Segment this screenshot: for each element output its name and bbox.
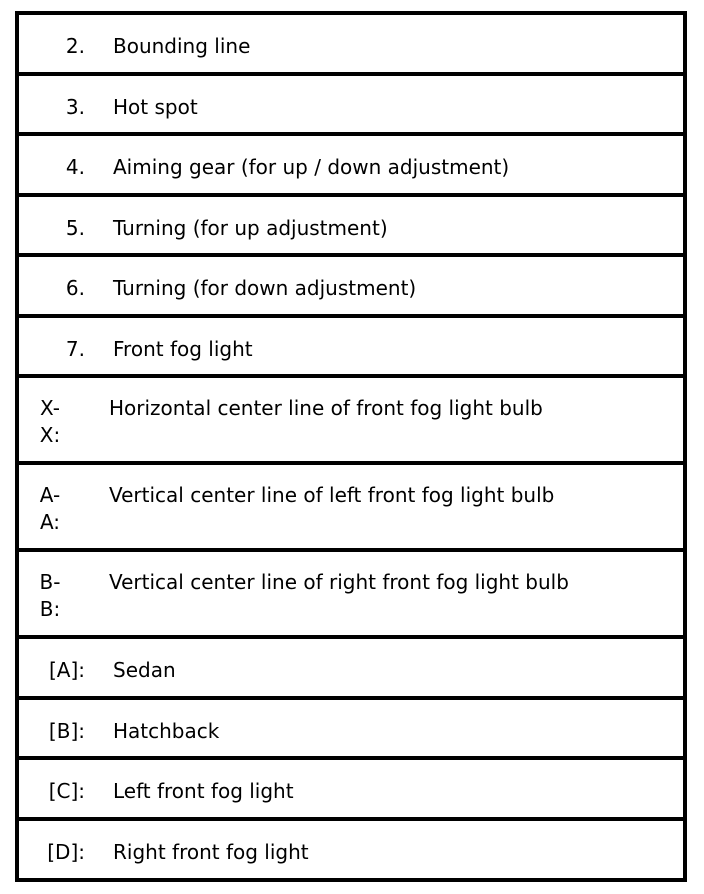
legend-description: Turning (for down adjustment) <box>113 276 417 300</box>
legend-description: Right front fog light <box>113 839 309 864</box>
legend-key: X- X: <box>39 396 61 447</box>
legend-row <box>19 318 683 379</box>
legend-row <box>19 639 683 700</box>
legend-description: Hot spot <box>113 94 198 119</box>
legend-row <box>19 700 683 761</box>
legend-description: Vertical center line of left front fog light bulb <box>109 483 555 507</box>
legend-description: Turning (for up adjustment) <box>113 215 388 240</box>
legend-row <box>19 821 683 878</box>
legend-key: 6. <box>65 276 85 300</box>
legend-row <box>19 76 683 137</box>
legend-key: A- A: <box>39 483 61 534</box>
legend-row <box>19 378 683 465</box>
legend-table <box>15 11 687 882</box>
legend-key: [D]: <box>47 839 85 864</box>
legend-description: Horizontal center line of front fog light bulb <box>109 396 543 420</box>
legend-description: Left front fog light <box>113 779 294 803</box>
legend-key: 2. <box>65 34 85 58</box>
legend-description: Sedan <box>113 658 176 682</box>
legend-row <box>19 465 683 552</box>
legend-description: Front fog light <box>113 336 253 361</box>
legend-key: 5. <box>65 215 85 240</box>
legend-key: [A]: <box>48 658 85 682</box>
legend-key: [C]: <box>48 779 85 803</box>
legend-description: Bounding line <box>113 34 251 58</box>
legend-row <box>19 552 683 639</box>
legend-row <box>19 197 683 258</box>
legend-row <box>19 760 683 821</box>
legend-row <box>19 136 683 197</box>
legend-key: [B]: <box>48 718 85 743</box>
legend-row <box>19 15 683 76</box>
legend-key: B- B: <box>39 570 61 621</box>
legend-key: 3. <box>65 94 85 119</box>
legend-description: Aiming gear (for up / down adjustment) <box>113 155 510 179</box>
legend-key: 4. <box>65 155 85 179</box>
legend-description: Hatchback <box>113 718 220 743</box>
legend-key: 7. <box>65 336 85 361</box>
legend-description: Vertical center line of right front fog light bulb <box>109 570 569 594</box>
legend-row <box>19 257 683 318</box>
